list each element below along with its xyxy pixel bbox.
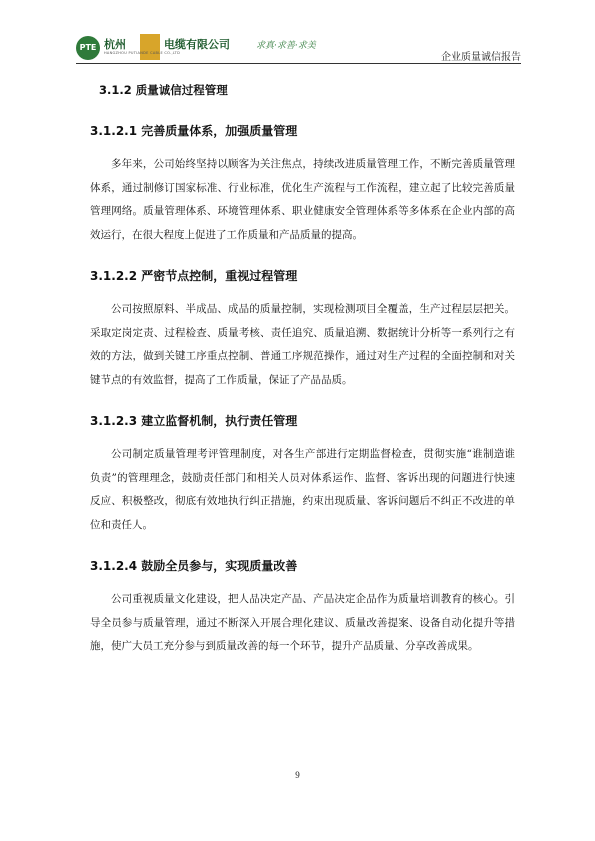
logo-mark: PTE — [76, 36, 100, 60]
subsection-heading-2: 3.1.2.2 严密节点控制，重视过程管理 — [90, 269, 298, 283]
subsection-body-1: 多年来，公司始终坚持以顾客为关注焦点，持续改进质量管理工作，不断完善质量管理体系，通过制修订国家标准、行业标准，优化生产流程与工作流程，建立起了比较完善质量管理网络。质量管理体系、环境管理体系、职业健康安全管理体系等多体系在企业内部的高效运行，在很大程度上促进了工作质量和产品质量的提高。 — [90, 158, 515, 241]
page-number: 9 — [295, 770, 300, 780]
company-logo — [76, 34, 376, 62]
section-heading: 3.1.2 质量诚信过程管理 — [99, 83, 228, 97]
logo-english-name: HANGZHOU PUTIANDE CABLE CO.,LTD — [104, 51, 181, 55]
subsection-body-4: 公司重视质量文化建设，把人品决定产品、产品决定企品作为质量培训教育的核心。引导全员参与质量管理，通过不断深入开展合理化建议、质量改善提案、设备自动化提升等措施，使广大员工充分参与到质量改善的每一个环节，提升产品质量、分享改善成果。 — [90, 593, 515, 652]
logo-name-part-1: 杭州 — [104, 38, 126, 51]
subsection-heading-4: 3.1.2.4 鼓励全员参与，实现质量改善 — [90, 559, 298, 573]
logo-slogan: 求真·求善·求美 — [256, 41, 316, 51]
page-header — [76, 34, 521, 62]
header-divider — [76, 63, 521, 64]
subsection-body-2: 公司按照原料、半成品、成品的质量控制，实现检测项目全覆盖，生产过程层层把关。采取定岗定责、过程检查、质量考核、责任追究、质量追溯、数据统计分析等一系列行之有效的方法，做到关键工序重点控制、普通工序规范操作，通过对生产过程的全面控制和对关键节点的有效监督，提高了工作质量，保证了产品品质。 — [90, 303, 515, 386]
page-content — [90, 74, 515, 659]
subsection-body-3: 公司制定质量管理考评管理制度，对各生产部进行定期监督检查，贯彻实施“谁制造谁负责”的管理理念，鼓励责任部门和相关人员对体系运作、监督、客诉出现的问题进行快速反应、积极整改，彻底有效地执行纠正措施，约束出现质量、客诉问题后不纠正不改进的单位和责任人。 — [90, 448, 515, 531]
logo-name-part-2: 电缆有限公司 — [164, 38, 230, 51]
subsection-heading-3: 3.1.2.3 建立监督机制，执行责任管理 — [90, 414, 298, 428]
subsection-heading-1: 3.1.2.1 完善质量体系，加强质量管理 — [90, 124, 298, 138]
report-title: 企业质量诚信报告 — [441, 52, 521, 63]
logo-emblem-icon — [140, 34, 160, 60]
